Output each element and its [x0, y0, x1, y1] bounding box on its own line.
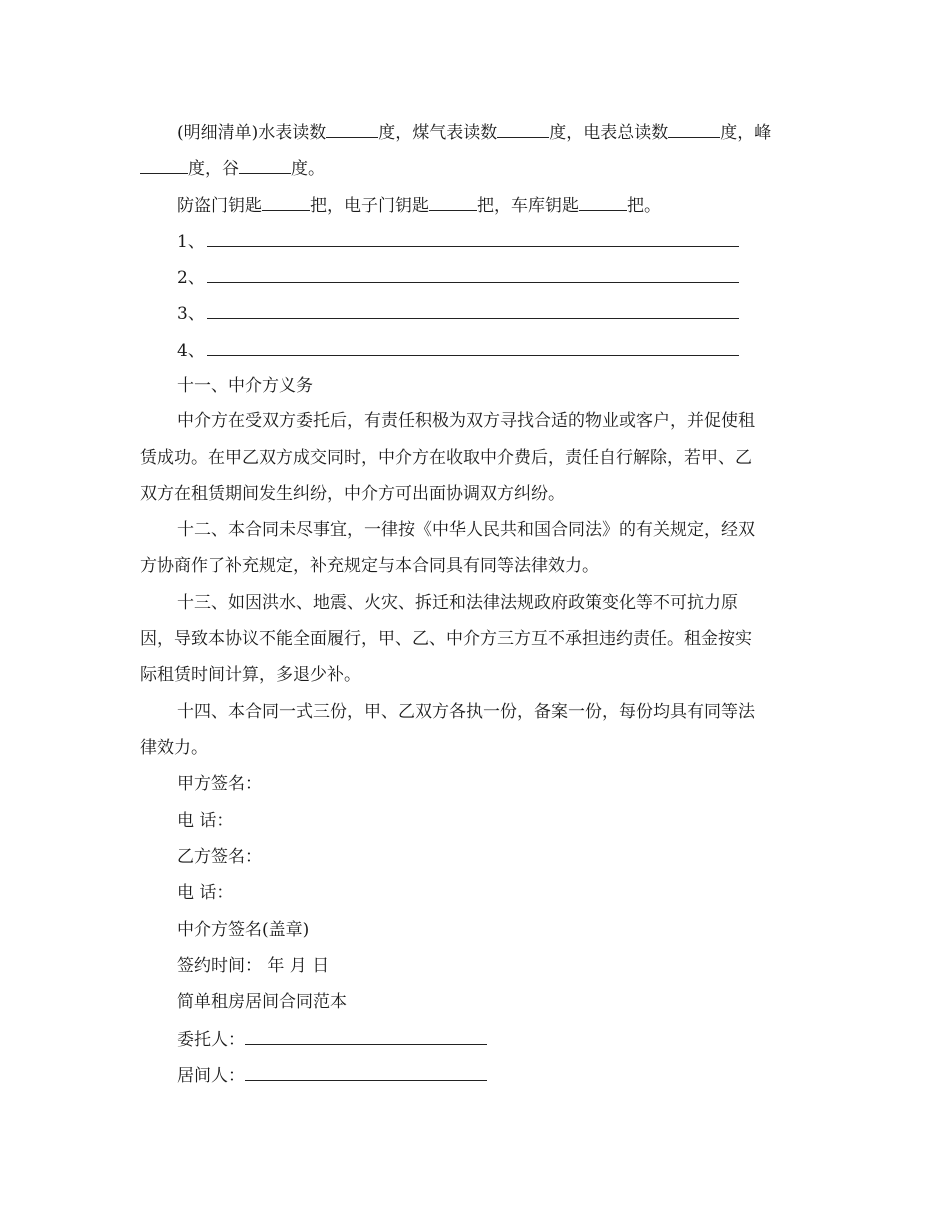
- list-item-number: 3、: [177, 304, 205, 324]
- garage-key-blank: [579, 195, 627, 211]
- meter-readings-line-2: [140, 158, 325, 179]
- valley-blank: [239, 158, 291, 174]
- paragraph-line: 中介方在受双方委托后，有责任积极为双方寻找合适的物业或客户，并促使租: [177, 411, 755, 431]
- party-a-signature-label: 甲方签名：: [177, 774, 262, 794]
- client-blank: [245, 1029, 487, 1045]
- paragraph-line: 际租赁时间计算，多退少补。: [140, 665, 361, 685]
- gas-meter-blank: [497, 122, 549, 138]
- meter-text: 度，电表总读数: [549, 123, 669, 143]
- meter-text: 度，煤气表读数: [378, 123, 498, 143]
- keys-text: 把，车库钥匙: [477, 196, 579, 216]
- meter-readings-line: [177, 122, 771, 143]
- keys-text: 把，电子门钥匙: [310, 196, 429, 216]
- list-item-blank: [207, 231, 739, 247]
- party-b-phone-label: 电 话：: [177, 883, 234, 903]
- party-b-signature-label: 乙方签名：: [177, 847, 262, 867]
- list-item-number: 4、: [177, 341, 205, 361]
- section-11-title: 十一、中介方义务: [177, 376, 313, 396]
- list-item: [177, 231, 739, 252]
- paragraph-line: 因，导致本协议不能全面履行，甲、乙、中介方三方互不承担违约责任。租金按实: [140, 629, 752, 649]
- list-item-blank: [207, 340, 739, 356]
- meter-text: 度，峰: [720, 123, 772, 143]
- list-item: [177, 267, 739, 288]
- paragraph-line: 十四、本合同一式三份，甲、乙双方各执一份，备案一份，每份均具有同等法: [177, 702, 755, 722]
- list-item-blank: [207, 303, 739, 319]
- broker-line: [177, 1065, 487, 1086]
- door-key-blank: [262, 195, 310, 211]
- client-label: 委托人：: [177, 1030, 245, 1050]
- list-item-blank: [207, 267, 739, 283]
- broker-blank: [245, 1065, 487, 1081]
- keys-line: [177, 195, 661, 216]
- electric-meter-blank: [668, 122, 720, 138]
- signing-date-label: 签约时间： 年 月 日: [177, 956, 330, 976]
- client-line: [177, 1029, 487, 1050]
- keys-text: 防盗门钥匙: [177, 196, 262, 216]
- meter-text: 度。: [291, 159, 325, 179]
- paragraph-line: 赁成功。在甲乙双方成交同时，中介方在收取中介费后，责任自行解除，若甲、乙: [140, 448, 752, 468]
- paragraph-line: 方协商作了补充规定，补充规定与本合同具有同等法律效力。: [140, 556, 599, 576]
- paragraph-line: 律效力。: [140, 738, 208, 758]
- water-meter-blank: [326, 122, 378, 138]
- list-item: [177, 340, 739, 361]
- broker-label: 居间人：: [177, 1066, 245, 1086]
- list-item-number: 1、: [177, 232, 205, 252]
- electronic-key-blank: [429, 195, 477, 211]
- peak-blank: [140, 158, 188, 174]
- paragraph-line: 双方在租赁期间发生纠纷，中介方可出面协调双方纠纷。: [140, 484, 565, 504]
- meter-text: 度，谷: [188, 159, 239, 179]
- keys-text: 把。: [627, 196, 661, 216]
- paragraph-line: 十三、如因洪水、地震、火灾、拆迁和法律法规政府政策变化等不可抗力原: [177, 593, 738, 613]
- paragraph-line: 十二、本合同未尽事宜，一律按《中华人民共和国合同法》的有关规定，经双: [177, 520, 755, 540]
- agent-signature-label: 中介方签名(盖章): [177, 920, 310, 940]
- list-item: [177, 303, 739, 324]
- second-contract-title: 简单租房居间合同范本: [177, 992, 347, 1012]
- party-a-phone-label: 电 话：: [177, 811, 234, 831]
- list-item-number: 2、: [177, 268, 205, 288]
- meter-text: (明细清单)水表读数: [177, 123, 327, 143]
